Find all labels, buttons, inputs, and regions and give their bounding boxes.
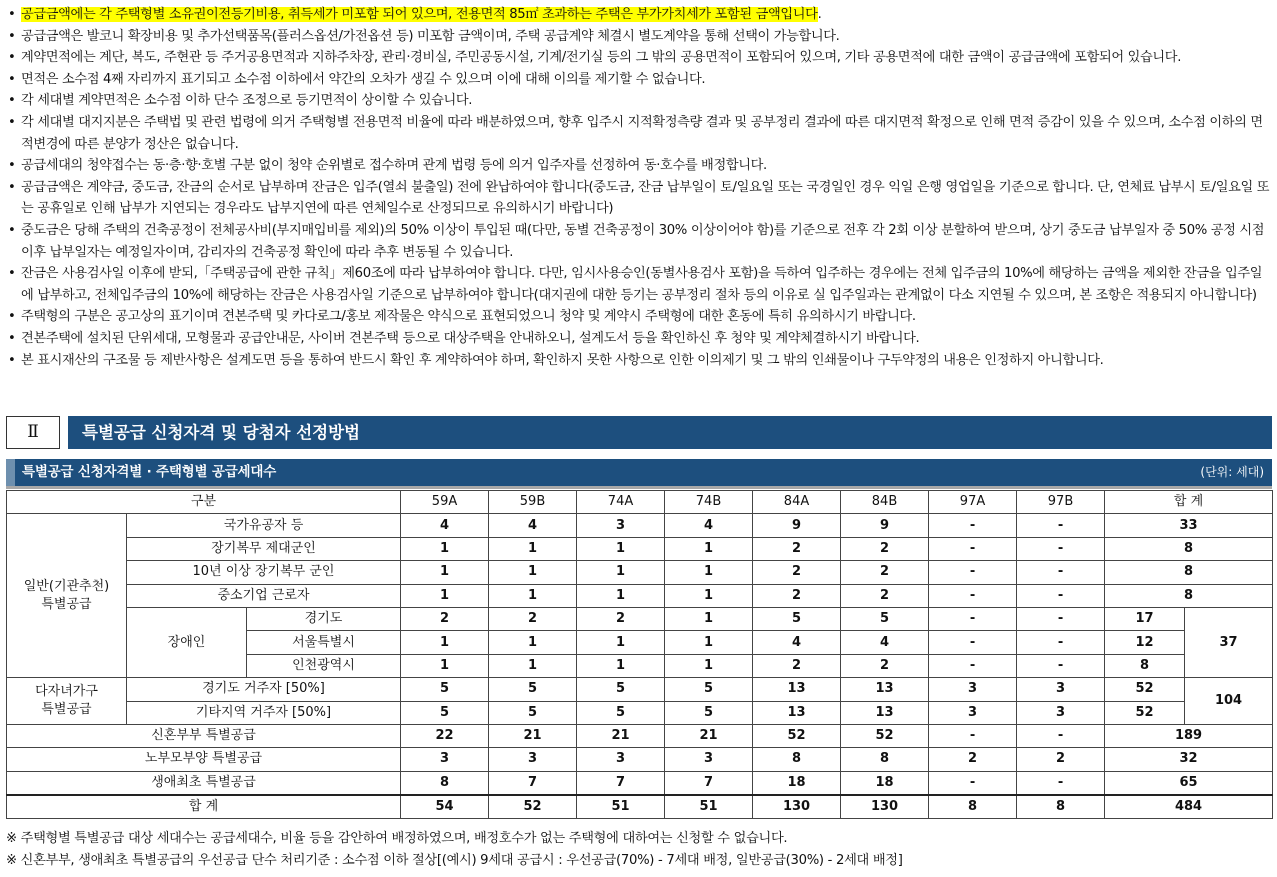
value-cell: 18 bbox=[841, 771, 929, 795]
value-cell: - bbox=[929, 724, 1017, 747]
value-cell: 7 bbox=[577, 771, 665, 795]
value-cell: - bbox=[929, 771, 1017, 795]
value-cell: 8 bbox=[401, 771, 489, 795]
notice-text: 계약면적에는 계단, 복도, 주현관 등 주거공용면적과 지하주차장, 관리·경비실, 주민공동시설, 기계/전기실 등의 그 밖의 공용면적이 포함되어 있으며, 기타 공용면적에 대한 금액이 공급금액에 포함되어 있습니다. bbox=[21, 50, 1182, 66]
value-cell: 5 bbox=[841, 607, 929, 630]
value-cell: 2 bbox=[929, 748, 1017, 771]
value-cell: 1 bbox=[489, 654, 577, 677]
row-label: 10년 이상 장기복무 군인 bbox=[127, 561, 401, 584]
value-cell: 52 bbox=[753, 724, 841, 747]
value-cell: 5 bbox=[489, 701, 577, 724]
section-heading bbox=[6, 416, 1272, 449]
notice-item bbox=[6, 263, 1272, 306]
notice-text: 공급세대의 청약접수는 동·층·향·호별 구분 없이 청약 순위별로 접수하며 관계 법령 등에 의거 입주자를 선정하여 동·호수를 배정합니다. bbox=[21, 158, 767, 174]
table-total-row bbox=[7, 795, 1273, 819]
table-row bbox=[7, 514, 1273, 537]
value-cell: 1 bbox=[577, 537, 665, 560]
value-cell: - bbox=[929, 537, 1017, 560]
value-cell: 3 bbox=[1017, 678, 1105, 701]
value-cell: 5 bbox=[665, 678, 753, 701]
value-cell: 5 bbox=[753, 607, 841, 630]
header-type: 74A bbox=[577, 491, 665, 514]
value-cell: - bbox=[929, 607, 1017, 630]
header-type: 97B bbox=[1017, 491, 1105, 514]
value-cell: 3 bbox=[489, 748, 577, 771]
value-cell: 3 bbox=[1017, 701, 1105, 724]
value-cell: 1 bbox=[665, 607, 753, 630]
value-cell: 1 bbox=[401, 631, 489, 654]
value-cell: 5 bbox=[401, 701, 489, 724]
footnote-list bbox=[6, 828, 1272, 872]
value-cell: 51 bbox=[665, 795, 753, 819]
row-total-cell: 52 bbox=[1105, 678, 1185, 701]
value-cell: 3 bbox=[665, 748, 753, 771]
value-cell: 3 bbox=[577, 514, 665, 537]
value-cell: - bbox=[929, 654, 1017, 677]
notice-text: . bbox=[817, 7, 822, 22]
row-total-cell: 32 bbox=[1105, 748, 1273, 771]
notice-text: 면적은 소수점 4째 자리까지 표기되고 소수점 이하에서 약간의 오차가 생길 수 있으며 이에 대해 이의를 제기할 수 없습니다. bbox=[21, 71, 706, 87]
value-cell: 52 bbox=[489, 795, 577, 819]
value-cell: 3 bbox=[929, 678, 1017, 701]
section-number: Ⅱ bbox=[6, 416, 60, 449]
value-cell: 5 bbox=[401, 678, 489, 701]
value-cell: 8 bbox=[753, 748, 841, 771]
row-label: 장기복무 제대군인 bbox=[127, 537, 401, 560]
value-cell: 7 bbox=[489, 771, 577, 795]
value-cell: - bbox=[1017, 607, 1105, 630]
group-disabled: 장애인 bbox=[127, 607, 247, 677]
value-cell: 3 bbox=[401, 748, 489, 771]
notice-item bbox=[6, 220, 1272, 263]
value-cell: 2 bbox=[753, 537, 841, 560]
value-cell: 5 bbox=[665, 701, 753, 724]
notice-text: 견본주택에 설치된 단위세대, 모형물과 공급안내문, 사이버 견본주택 등으로 대상주택을 안내하오니, 설계도서 등을 확인하신 후 청약 및 계약체결하시기 바랍니다. bbox=[21, 330, 920, 346]
value-cell: 8 bbox=[1017, 795, 1105, 819]
special-supply-table bbox=[6, 490, 1273, 819]
row-label: 경기도 거주자 [50%] bbox=[127, 678, 401, 701]
row-total-cell: 12 bbox=[1105, 631, 1185, 654]
row-total-cell: 8 bbox=[1105, 561, 1273, 584]
value-cell: 1 bbox=[665, 584, 753, 607]
row-label: 중소기업 근로자 bbox=[127, 584, 401, 607]
notice-list bbox=[6, 4, 1272, 371]
table-title: 특별공급 신청자격별 · 주택형별 공급세대수 bbox=[22, 464, 277, 480]
footnote: ※ 신혼부부, 생애최초 특별공급의 우선공급 단수 처리기준 : 소수점 이하 절상[(예시) 9세대 공급시 : 우선공급(70%) - 7세대 배정, 일반공급(30%) - 2세대 배정] bbox=[6, 853, 903, 868]
value-cell: 5 bbox=[489, 678, 577, 701]
value-cell: 9 bbox=[841, 514, 929, 537]
value-cell: 2 bbox=[841, 561, 929, 584]
notice-text: 공급금액은 계약금, 중도금, 잔금의 순서로 납부하며 잔금은 입주(열쇠 불출일) 전에 완납하여야 합니다(중도금, 잔금 납부일이 토/일요일 또는 국경일인 경우 익일 은행 영업일을 기준으로 합니다. 단, 연체료 납부시 토/일요일 또는 공휴일로 인해 납부가 지연되는 경우라도 납부지연에 따른 연체일수로 산정되므로 유의하시기 바랍니다) bbox=[21, 179, 1270, 217]
value-cell: 2 bbox=[841, 584, 929, 607]
notice-item bbox=[6, 4, 1272, 26]
notice-item bbox=[6, 112, 1272, 155]
value-cell: - bbox=[1017, 584, 1105, 607]
table-row bbox=[7, 584, 1273, 607]
group-multichild: 다자녀가구 특별공급 bbox=[7, 678, 127, 725]
value-cell: - bbox=[1017, 561, 1105, 584]
value-cell: 4 bbox=[841, 631, 929, 654]
value-cell: 1 bbox=[401, 537, 489, 560]
value-cell: 8 bbox=[929, 795, 1017, 819]
notice-item bbox=[6, 350, 1272, 372]
value-cell: 4 bbox=[401, 514, 489, 537]
notice-item bbox=[6, 69, 1272, 91]
row-total-cell: 484 bbox=[1105, 795, 1273, 819]
value-cell: 4 bbox=[665, 514, 753, 537]
value-cell: 1 bbox=[401, 654, 489, 677]
value-cell: 1 bbox=[665, 561, 753, 584]
value-cell: 21 bbox=[577, 724, 665, 747]
row-label: 생애최초 특별공급 bbox=[7, 771, 401, 795]
row-total-cell: 8 bbox=[1105, 584, 1273, 607]
value-cell: 1 bbox=[665, 631, 753, 654]
table-unit: (단위: 세대) bbox=[1200, 465, 1264, 479]
value-cell: - bbox=[929, 561, 1017, 584]
value-cell: 21 bbox=[489, 724, 577, 747]
value-cell: 5 bbox=[577, 678, 665, 701]
title-bar-stripe bbox=[6, 459, 15, 486]
table-row bbox=[7, 561, 1273, 584]
value-cell: 7 bbox=[665, 771, 753, 795]
value-cell: 2 bbox=[753, 654, 841, 677]
value-cell: 21 bbox=[665, 724, 753, 747]
value-cell: 22 bbox=[401, 724, 489, 747]
value-cell: - bbox=[1017, 631, 1105, 654]
value-cell: - bbox=[929, 584, 1017, 607]
value-cell: 51 bbox=[577, 795, 665, 819]
header-type: 74B bbox=[665, 491, 753, 514]
footnote: ※ 주택형별 특별공급 대상 세대수는 공급세대수, 비율 등을 감안하여 배정하였으며, 배정호수가 없는 주택형에 대하여는 신청할 수 없습니다. bbox=[6, 831, 788, 846]
table-row bbox=[7, 701, 1273, 724]
value-cell: 2 bbox=[753, 584, 841, 607]
value-cell: 13 bbox=[841, 678, 929, 701]
notice-item bbox=[6, 306, 1272, 328]
value-cell: 1 bbox=[577, 561, 665, 584]
value-cell: 2 bbox=[577, 607, 665, 630]
row-label: 합 계 bbox=[7, 795, 401, 819]
row-total-cell: 52 bbox=[1105, 701, 1185, 724]
value-cell: 1 bbox=[401, 584, 489, 607]
disabled-sum: 37 bbox=[1185, 607, 1273, 677]
notice-text: 각 세대별 계약면적은 소수점 이하 단수 조정으로 등기면적이 상이할 수 있습니다. bbox=[21, 93, 473, 109]
table-row bbox=[7, 771, 1273, 795]
value-cell: 2 bbox=[841, 654, 929, 677]
section-title: 특별공급 신청자격 및 당첨자 선정방법 bbox=[68, 416, 1272, 449]
value-cell: 4 bbox=[753, 631, 841, 654]
value-cell: 9 bbox=[753, 514, 841, 537]
value-cell: - bbox=[1017, 654, 1105, 677]
value-cell: 54 bbox=[401, 795, 489, 819]
value-cell: 2 bbox=[489, 607, 577, 630]
header-type: 97A bbox=[929, 491, 1017, 514]
value-cell: - bbox=[929, 514, 1017, 537]
value-cell: 5 bbox=[577, 701, 665, 724]
value-cell: 1 bbox=[489, 631, 577, 654]
value-cell: - bbox=[1017, 771, 1105, 795]
header-type: 59A bbox=[401, 491, 489, 514]
header-type: 84B bbox=[841, 491, 929, 514]
value-cell: 1 bbox=[577, 584, 665, 607]
value-cell: 1 bbox=[665, 654, 753, 677]
row-label: 기타지역 거주자 [50%] bbox=[127, 701, 401, 724]
notice-item bbox=[6, 328, 1272, 350]
value-cell: 2 bbox=[753, 561, 841, 584]
row-total-cell: 17 bbox=[1105, 607, 1185, 630]
value-cell: 3 bbox=[577, 748, 665, 771]
notice-item bbox=[6, 26, 1272, 48]
value-cell: 2 bbox=[1017, 748, 1105, 771]
value-cell: 13 bbox=[753, 701, 841, 724]
multichild-sum: 104 bbox=[1185, 678, 1273, 725]
row-label: 서울특별시 bbox=[247, 631, 401, 654]
row-label: 인천광역시 bbox=[247, 654, 401, 677]
header-category: 구분 bbox=[7, 491, 401, 514]
row-label: 노부모부양 특별공급 bbox=[7, 748, 401, 771]
table-title-bar bbox=[6, 459, 1272, 489]
value-cell: 13 bbox=[841, 701, 929, 724]
group-general: 일반(기관추천) 특별공급 bbox=[7, 514, 127, 678]
row-label: 경기도 bbox=[247, 607, 401, 630]
value-cell: 2 bbox=[401, 607, 489, 630]
value-cell: 1 bbox=[401, 561, 489, 584]
header-total: 합 계 bbox=[1105, 491, 1273, 514]
header-type: 59B bbox=[489, 491, 577, 514]
table-row bbox=[7, 607, 1273, 630]
notice-item bbox=[6, 47, 1272, 69]
value-cell: 1 bbox=[489, 561, 577, 584]
table-header-row bbox=[7, 491, 1273, 514]
value-cell: 18 bbox=[753, 771, 841, 795]
value-cell: 1 bbox=[489, 584, 577, 607]
value-cell: 1 bbox=[577, 654, 665, 677]
row-total-cell: 8 bbox=[1105, 654, 1185, 677]
table-row bbox=[7, 537, 1273, 560]
value-cell: - bbox=[1017, 724, 1105, 747]
notice-text: 공급금액은 발코니 확장비용 및 추가선택품목(플러스옵션/가전옵션 등) 미포함 금액이며, 주택 공급계약 체결시 별도계약을 통해 선택이 가능합니다. bbox=[21, 28, 840, 44]
notice-text: 각 세대별 대지지분은 주택법 및 관련 법령에 의거 주택형별 전용면적 비율에 따라 배분하였으며, 향후 입주시 지적확정측량 결과 및 공부정리 결과에 따른 대지면적 확정으로 인해 면적 증감이 있을 수 있으며, 소수점 이하의 면적변경에 따른 분양가 정산은 없습니다. bbox=[21, 114, 1263, 152]
value-cell: 1 bbox=[665, 537, 753, 560]
table-row bbox=[7, 748, 1273, 771]
notice-item bbox=[6, 90, 1272, 112]
row-label: 국가유공자 등 bbox=[127, 514, 401, 537]
table-row bbox=[7, 678, 1273, 701]
value-cell: - bbox=[929, 631, 1017, 654]
value-cell: 4 bbox=[489, 514, 577, 537]
value-cell: - bbox=[1017, 514, 1105, 537]
header-type: 84A bbox=[753, 491, 841, 514]
value-cell: 1 bbox=[489, 537, 577, 560]
notice-text: 주택형의 구분은 공고상의 표기이며 견본주택 및 카다로그/홍보 제작물은 약식으로 표현되었으니 청약 및 계약시 주택형에 대한 혼동에 특히 유의하시기 바랍니다. bbox=[21, 309, 916, 325]
value-cell: 3 bbox=[929, 701, 1017, 724]
notice-item bbox=[6, 177, 1272, 220]
value-cell: 1 bbox=[577, 631, 665, 654]
row-total-cell: 189 bbox=[1105, 724, 1273, 747]
notice-text: 본 표시재산의 구조물 등 제반사항은 설계도면 등을 통하여 반드시 확인 후 계약하여야 하며, 확인하지 못한 사항으로 인한 이의제기 및 그 밖의 인쇄물이나 구두약정의 내용은 인정하지 아니합니다. bbox=[21, 352, 1104, 368]
notice-text: 중도금은 당해 주택의 건축공정이 전체공사비(부지매입비를 제외)의 50% 이상이 투입된 때(다만, 동별 건축공정이 30% 이상이어야 함)를 기준으로 전후 각 2회 이상 분할하여 받으며, 상기 중도금 납부일자 중 50% 공정 시점 이후 납부일자는 예정일자이며, 감리자의 건축공정 확인에 따라 추후 변동될 수 있습니다. bbox=[21, 222, 1265, 260]
notice-text: 잔금은 사용검사일 이후에 받되,「주택공급에 관한 규칙」제60조에 따라 납부하여야 합니다. 다만, 임시사용승인(동별사용검사 포함)을 득하여 입주하는 경우에는 전체 입주금의 10%에 해당하는 금액을 제외한 잔금을 입주일에 납부하고, 전체입주금의 10%에 해당하는 잔금은 사용검사일 기준으로 납부하여야 합니다(대지권에 대한 등기는 공부정리 절차 등의 이유로 실 입주일과는 관계없이 다소 지연될 수 있으며, 본 조항은 적용되지 아니합니다) bbox=[21, 266, 1263, 303]
value-cell: - bbox=[1017, 537, 1105, 560]
highlighted-text: 공급금액에는 각 주택형별 소유권이전등기비용, 취득세가 미포함 되어 있으며, 전용면적 85㎡ 초과하는 주택은 부가가치세가 포함된 금액입니다 bbox=[21, 7, 818, 22]
value-cell: 130 bbox=[753, 795, 841, 819]
row-label: 신혼부부 특별공급 bbox=[7, 724, 401, 747]
row-total-cell: 65 bbox=[1105, 771, 1273, 795]
value-cell: 130 bbox=[841, 795, 929, 819]
table-row bbox=[7, 724, 1273, 747]
value-cell: 2 bbox=[841, 537, 929, 560]
row-total-cell: 33 bbox=[1105, 514, 1273, 537]
value-cell: 13 bbox=[753, 678, 841, 701]
notice-item bbox=[6, 155, 1272, 177]
value-cell: 8 bbox=[841, 748, 929, 771]
value-cell: 52 bbox=[841, 724, 929, 747]
row-total-cell: 8 bbox=[1105, 537, 1273, 560]
